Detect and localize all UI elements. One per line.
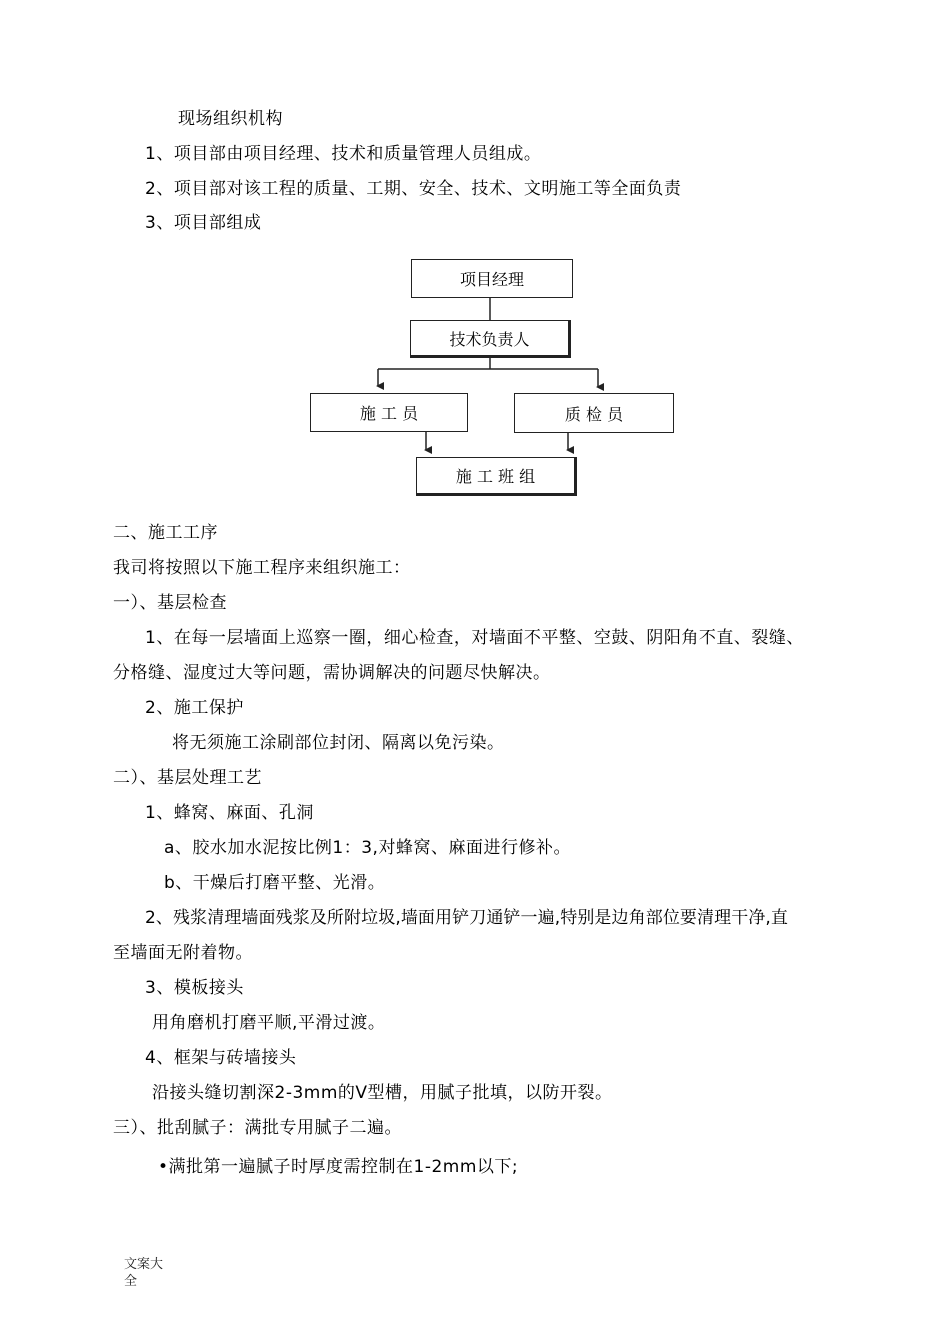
- org-box-label: 技术负责人: [449, 329, 530, 349]
- list-item: 2、施工保护: [145, 698, 244, 718]
- paragraph: 用角磨机打磨平顺,平滑过渡。: [152, 1013, 386, 1033]
- section-title: 现场组织机构: [178, 109, 283, 129]
- list-item: a、胶水加水泥按比例1：3,对蜂窝、麻面进行修补。: [164, 838, 571, 858]
- paragraph: 我司将按照以下施工程序来组织施工：: [113, 558, 411, 578]
- subsection-heading: 二）、基层处理工艺: [113, 768, 262, 788]
- list-item: 1、蜂窝、麻面、孔洞: [145, 803, 314, 823]
- paragraph: 沿接头缝切割深2-3mm的V型槽，用腻子批填，以防开裂。: [152, 1083, 613, 1103]
- list-item: 2、项目部对该工程的质量、工期、安全、技术、文明施工等全面负责: [145, 179, 682, 199]
- list-item: 4、框架与砖墙接头: [145, 1048, 297, 1068]
- list-item: b、干燥后打磨平整、光滑。: [164, 873, 386, 893]
- org-box-manager: [411, 259, 573, 298]
- paragraph: 分格缝、湿度过大等问题，需协调解决的问题尽快解决。: [113, 663, 551, 683]
- org-box-inspector: [514, 393, 674, 433]
- org-box-label: 施 工 班 组: [455, 467, 536, 486]
- paragraph: 至墙面无附着物。: [113, 943, 253, 963]
- paragraph: 1、在每一层墙面上巡察一圈，细心检查，对墙面不平整、空鼓、阴阳角不直、裂缝、: [145, 628, 804, 648]
- paragraph: 2、残浆清理墙面残浆及所附垃圾,墙面用铲刀通铲一遍,特别是边角部位要清理干净,直: [145, 908, 789, 928]
- org-box-constructor: [310, 393, 468, 432]
- org-box-crew: [416, 457, 577, 496]
- list-item: 3、模板接头: [145, 978, 244, 998]
- org-box-label: 项目经理: [459, 270, 524, 289]
- org-box-tech-lead: [410, 320, 571, 358]
- org-box-label: 质 检 员: [564, 404, 624, 424]
- subsection-heading: 一）、基层检查: [113, 593, 227, 613]
- bullet-item: •满批第一遍腻子时厚度需控制在1-2mm以下;: [158, 1157, 519, 1177]
- list-item: 1、项目部由项目经理、技术和质量管理人员组成。: [145, 144, 542, 164]
- list-item: 3、项目部组成: [145, 213, 262, 233]
- subsection-heading: 三）、批刮腻子：满批专用腻子二遍。: [113, 1118, 402, 1138]
- section-heading: 二、施工工序: [113, 523, 218, 543]
- paragraph: 将无须施工涂刷部位封闭、隔离以免污染。: [172, 733, 505, 753]
- page-footer: 文案大全: [124, 1257, 164, 1289]
- org-box-label: 施 工 员: [359, 404, 419, 423]
